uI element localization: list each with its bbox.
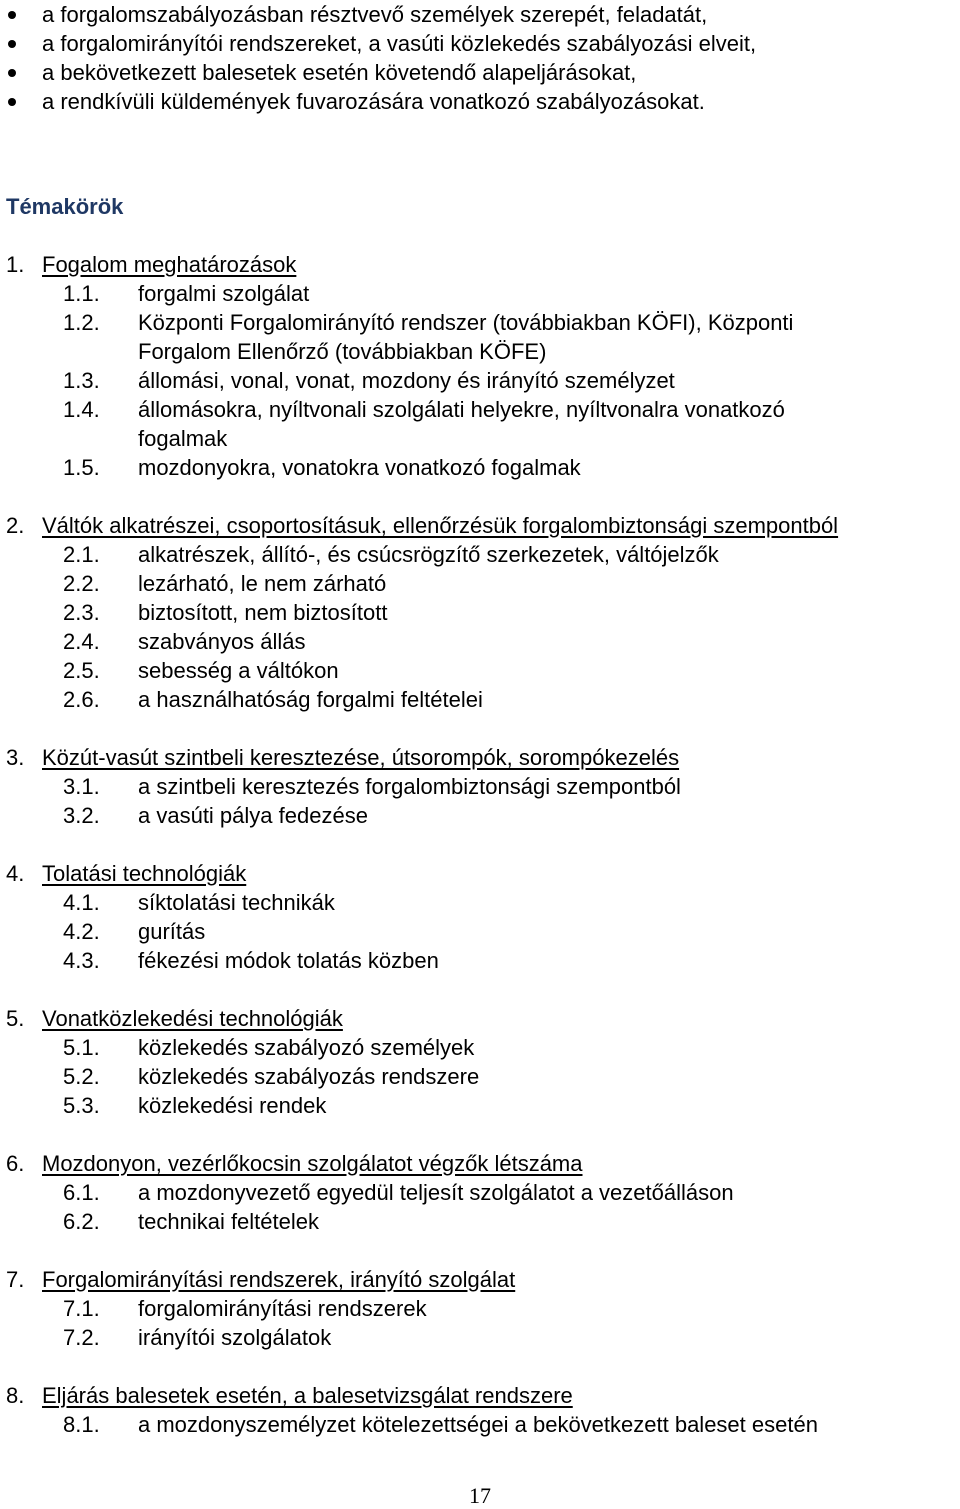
subtopic-number: 6.2. bbox=[63, 1209, 100, 1234]
topic-title: Tolatási technológiák bbox=[42, 861, 247, 886]
subtopic-number: 6.1. bbox=[63, 1180, 100, 1205]
subtopic-text: fogalmak bbox=[138, 426, 228, 451]
subtopic-text: lezárható, le nem zárható bbox=[138, 571, 387, 596]
subtopic-text: forgalmi szolgálat bbox=[138, 281, 310, 306]
subtopic-text: Központi Forgalomirányító rendszer (továbbiakban KÖFI), Központi bbox=[138, 310, 794, 335]
subtopic-number: 2.4. bbox=[63, 629, 100, 654]
section-heading: Témakörök bbox=[6, 194, 124, 219]
subtopic-text: Forgalom Ellenőrző (továbbiakban KÖFE) bbox=[138, 339, 547, 364]
bullet-text: a forgalomszabályozásban résztvevő személyek szerepét, feladatát, bbox=[42, 2, 708, 27]
subtopic-number: 5.3. bbox=[63, 1093, 100, 1118]
subtopic-number: 5.1. bbox=[63, 1035, 100, 1060]
subtopic-number: 1.3. bbox=[63, 368, 100, 393]
page-number: 17 bbox=[469, 1483, 491, 1508]
bullet-text: a forgalomirányítói rendszereket, a vasúti közlekedés szabályozási elveit, bbox=[42, 31, 757, 56]
subtopic-number: 2.5. bbox=[63, 658, 100, 683]
subtopic-text: állomási, vonal, vonat, mozdony és irányító személyzet bbox=[138, 368, 675, 393]
bullet-icon bbox=[8, 69, 16, 77]
subtopic-text: alkatrészek, állító-, és csúcsrögzítő szerkezetek, váltójelzők bbox=[138, 542, 719, 567]
subtopic-text: a vasúti pálya fedezése bbox=[138, 803, 368, 828]
topic-title: Mozdonyon, vezérlőkocsin szolgálatot végzők létszáma bbox=[42, 1151, 583, 1176]
bullet-icon bbox=[8, 98, 16, 106]
subtopic-number: 5.2. bbox=[63, 1064, 100, 1089]
bullet-text: a rendkívüli küldemények fuvarozására vonatkozó szabályozásokat. bbox=[42, 89, 705, 114]
topic-number: 1. bbox=[6, 252, 25, 277]
subtopic-number: 4.1. bbox=[63, 890, 100, 915]
subtopic-text: a mozdonyvezető egyedül teljesít szolgálatot a vezetőálláson bbox=[138, 1180, 734, 1205]
subtopic-text: irányítói szolgálatok bbox=[138, 1325, 332, 1350]
subtopic-number: 1.1. bbox=[63, 281, 100, 306]
topic-number: 8. bbox=[6, 1383, 25, 1408]
subtopic-text: közlekedési rendek bbox=[138, 1093, 327, 1118]
bullet-icon bbox=[8, 11, 16, 19]
subtopic-number: 3.1. bbox=[63, 774, 100, 799]
subtopic-text: mozdonyokra, vonatokra vonatkozó fogalmak bbox=[138, 455, 581, 480]
topic-title: Eljárás balesetek esetén, a balesetvizsgálat rendszere bbox=[42, 1383, 573, 1408]
topic-title: Vonatközlekedési technológiák bbox=[42, 1006, 343, 1031]
topic-number: 3. bbox=[6, 745, 25, 770]
subtopic-text: állomásokra, nyíltvonali szolgálati helyekre, nyíltvonalra vonatkozó bbox=[138, 397, 785, 422]
topic-title: Váltók alkatrészei, csoportosításuk, ellenőrzésük forgalombiztonsági szempontból bbox=[42, 513, 839, 538]
subtopic-text: a szintbeli keresztezés forgalombiztonsági szempontból bbox=[138, 774, 681, 799]
topic-number: 7. bbox=[6, 1267, 25, 1292]
subtopic-text: technikai feltételek bbox=[138, 1209, 319, 1234]
topic-title: Forgalomirányítási rendszerek, irányító szolgálat bbox=[42, 1267, 516, 1292]
subtopic-number: 2.1. bbox=[63, 542, 100, 567]
topic-title: Közút-vasút szintbeli keresztezése, útsorompók, sorompókezelés bbox=[42, 745, 680, 770]
subtopic-text: sebesség a váltókon bbox=[138, 658, 339, 683]
topic-number: 5. bbox=[6, 1006, 25, 1031]
subtopic-number: 4.2. bbox=[63, 919, 100, 944]
subtopic-number: 1.4. bbox=[63, 397, 100, 422]
subtopic-number: 7.2. bbox=[63, 1325, 100, 1350]
topic-number: 6. bbox=[6, 1151, 25, 1176]
bullet-icon bbox=[8, 40, 16, 48]
subtopic-number: 1.2. bbox=[63, 310, 100, 335]
topic-number: 4. bbox=[6, 861, 25, 886]
subtopic-text: közlekedés szabályozó személyek bbox=[138, 1035, 475, 1060]
topic-title: Fogalom meghatározások bbox=[42, 252, 297, 277]
subtopic-number: 1.5. bbox=[63, 455, 100, 480]
subtopic-number: 2.3. bbox=[63, 600, 100, 625]
subtopic-text: közlekedés szabályozás rendszere bbox=[138, 1064, 480, 1089]
subtopic-number: 4.3. bbox=[63, 948, 100, 973]
subtopic-text: szabványos állás bbox=[138, 629, 306, 654]
subtopic-number: 2.6. bbox=[63, 687, 100, 712]
subtopic-number: 2.2. bbox=[63, 571, 100, 596]
subtopic-number: 7.1. bbox=[63, 1296, 100, 1321]
subtopic-number: 8.1. bbox=[63, 1412, 100, 1437]
subtopic-text: a mozdonyszemélyzet kötelezettségei a bekövetkezett baleset esetén bbox=[138, 1412, 818, 1437]
subtopic-text: forgalomirányítási rendszerek bbox=[138, 1296, 427, 1321]
subtopic-number: 3.2. bbox=[63, 803, 100, 828]
bullet-text: a bekövetkezett balesetek esetén követendő alapeljárásokat, bbox=[42, 60, 637, 85]
subtopic-text: biztosított, nem biztosított bbox=[138, 600, 388, 625]
subtopic-text: gurítás bbox=[138, 919, 206, 944]
subtopic-text: a használhatóság forgalmi feltételei bbox=[138, 687, 483, 712]
subtopic-text: fékezési módok tolatás közben bbox=[138, 948, 439, 973]
topic-number: 2. bbox=[6, 513, 25, 538]
subtopic-text: síktolatási technikák bbox=[138, 890, 335, 915]
